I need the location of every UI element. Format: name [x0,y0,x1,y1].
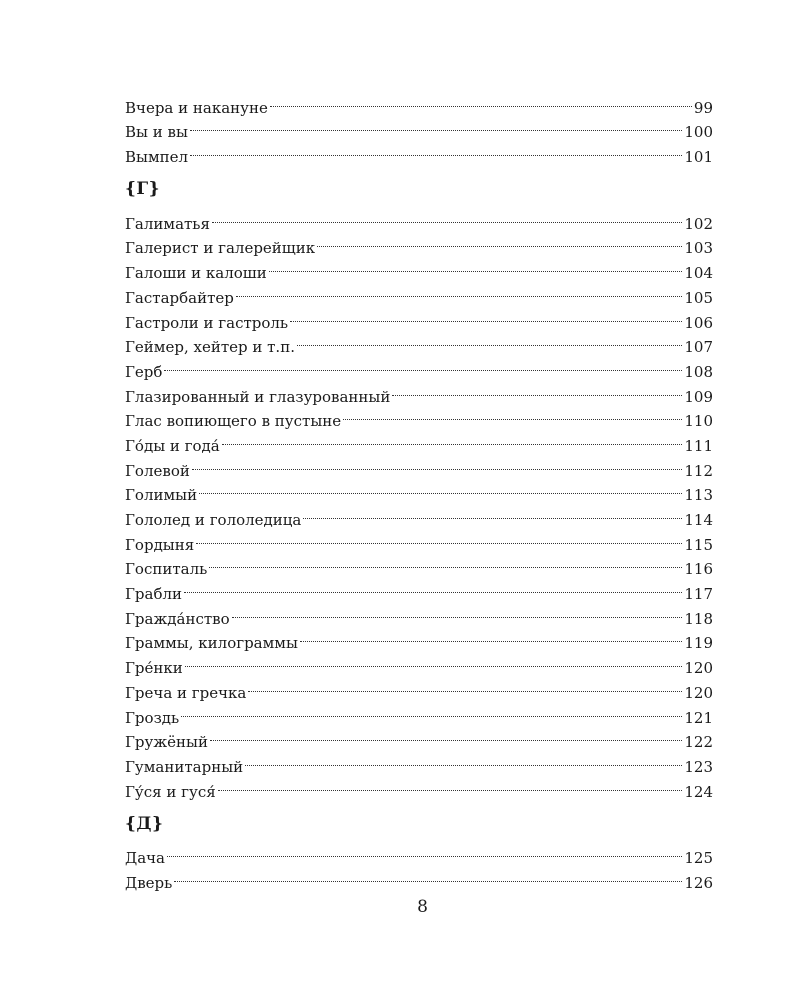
toc-entry[interactable] [125,377,713,406]
toc-entry[interactable] [125,839,713,868]
toc-entry-page: 107 [684,338,713,357]
dot-leader [317,229,682,254]
toc-entry[interactable] [125,500,713,529]
toc-entry[interactable] [125,648,713,678]
toc-entry-title: Голевой [125,461,190,480]
toc-entry-title: Гололед и гололедица [125,511,302,529]
dot-leader [232,599,683,624]
toc-entry[interactable] [125,137,713,167]
dot-leader [269,253,683,278]
toc-entry-title: Гастарбайтер [125,288,234,307]
toc-entry-title: Го́ды и года́ [125,436,220,455]
toc-entry-page: 111 [684,436,713,455]
table-of-contents [125,88,713,892]
toc-entry-page: 113 [684,486,713,505]
toc-entry[interactable] [125,476,713,505]
toc-entry[interactable] [125,747,713,776]
toc-entry-page: 114 [684,511,713,529]
toc-entry-page: 117 [684,585,713,604]
toc-entry[interactable] [125,451,713,480]
toc-entry-page: 120 [684,659,713,678]
toc-entry[interactable] [125,525,713,554]
dot-leader [290,303,682,328]
dot-leader [218,772,683,797]
toc-entry-title: Греча и гречка [125,683,247,702]
toc-entry[interactable] [125,88,713,117]
toc-entry-title: Гастроли и гастроль [125,313,289,332]
toc-entry-title: Гу́ся и гуся́ [125,782,216,801]
toc-entry-title: Галерист и галерейщик [125,239,316,258]
toc-entry-title: Гре́нки [125,659,183,678]
toc-entry-page: 124 [684,782,713,801]
toc-entry-page: 112 [684,461,713,480]
dot-leader [199,476,682,501]
toc-section-d [125,812,713,892]
toc-entry-title: Герб [125,362,163,381]
toc-entry-page: 123 [684,757,713,776]
dot-leader [190,113,682,138]
dot-leader [174,863,682,888]
toc-entry-page: 115 [684,535,713,554]
toc-entry-page: 120 [684,683,713,702]
dot-leader [185,648,683,673]
toc-entry-page: 109 [684,387,713,406]
toc-entry-page: 119 [684,634,713,653]
dot-leader [392,377,682,402]
toc-entry-title: Гордыня [125,535,195,554]
toc-entry-page: 103 [684,239,713,258]
dot-leader [245,747,682,772]
toc-entry-page: 105 [684,288,713,307]
dot-leader [212,204,682,229]
dot-leader [248,673,682,698]
toc-entry-title: Дверь [125,873,173,892]
page-number: 8 [417,897,428,917]
toc-entry[interactable] [125,113,713,142]
toc-entry-title: Галоши и калоши [125,264,267,283]
dot-leader [343,402,682,427]
toc-entry-title: Голимый [125,486,198,505]
toc-entry[interactable] [125,863,713,892]
toc-entry[interactable] [125,723,713,752]
toc-entry[interactable] [125,574,713,604]
toc-section-v [125,88,713,167]
toc-entry-page: 125 [684,849,713,868]
toc-entry-title: Граммы, килограммы [125,634,298,653]
toc-entry[interactable] [125,352,713,381]
toc-entry-title: Галиматья [125,214,210,233]
toc-entry-page: 106 [684,313,713,332]
dot-leader [184,574,682,599]
toc-entry-page: 108 [684,362,713,381]
dot-leader [167,839,682,864]
section-heading: {Д} [125,813,164,834]
dot-leader [192,451,683,476]
toc-entry[interactable] [125,599,713,628]
dot-leader [196,525,682,550]
toc-entry-title: Гражда́нство [125,609,230,628]
dot-leader [270,88,692,113]
toc-entry-page: 102 [684,214,713,233]
toc-entry[interactable] [125,229,713,258]
toc-entry[interactable] [125,204,713,233]
toc-entry[interactable] [125,550,713,579]
toc-entry-title: Геймер, хейтер и т.п. [125,338,295,357]
dot-leader [164,352,682,377]
toc-entry[interactable] [125,673,713,702]
dot-leader [300,624,682,649]
toc-entry-title: Грабли [125,585,183,604]
dot-leader [190,137,682,162]
dot-leader [222,426,683,451]
toc-entry-title: Вымпел [125,148,189,167]
toc-entry-page: 116 [684,560,713,579]
dot-leader [210,723,682,748]
toc-entry-title: Госпиталь [125,560,208,579]
toc-entry-page: 110 [684,412,713,431]
toc-entry-title: Дача [125,849,165,868]
toc-entry-title: Глазированный и глазурованный [125,387,391,406]
toc-entry-page: 104 [684,264,713,283]
toc-entry-page: 121 [684,708,713,727]
section-heading: {Г} [125,179,161,200]
toc-entry-title: Гроздь [125,708,180,727]
toc-entry-page: 100 [684,123,713,142]
toc-section-g [125,177,713,801]
dot-leader [297,328,682,353]
toc-entry-page: 99 [693,98,713,117]
toc-entry-page: 126 [684,873,713,892]
dot-leader [181,698,682,723]
toc-entry-page: 101 [684,148,713,167]
dot-leader [236,278,682,303]
toc-entry-title: Гружёный [125,733,208,752]
dot-leader [209,550,682,575]
toc-entry-title: Глас вопиющего в пустыне [125,412,342,431]
toc-entry-page: 122 [684,733,713,752]
toc-entry-title: Гуманитарный [125,757,244,776]
dot-leader [303,500,682,525]
toc-entry-page: 118 [684,609,713,628]
toc-entry-title: Вчера и накануне [125,98,268,117]
toc-entry[interactable] [125,698,713,727]
toc-entry-title: Вы и вы [125,123,188,142]
